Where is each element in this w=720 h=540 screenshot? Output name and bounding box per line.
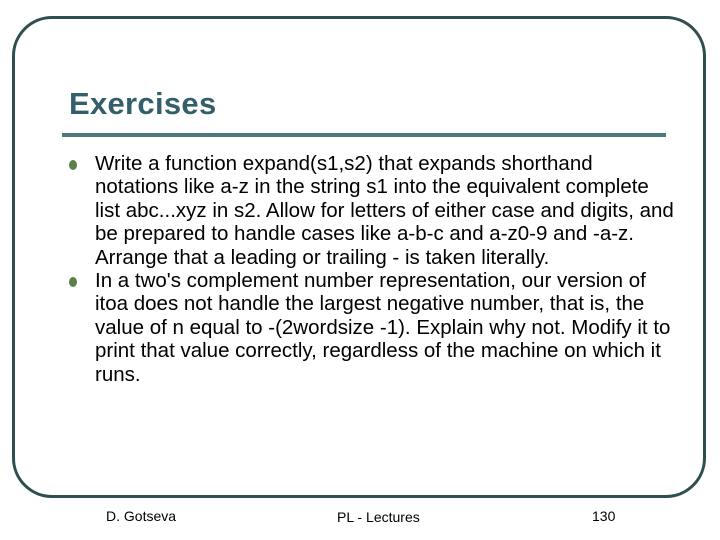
title-underline	[62, 133, 666, 137]
footer-author: D. Gotseva	[106, 508, 177, 524]
bullet-item	[69, 152, 674, 269]
bullet-text: Write a function expand(s1,s2) that expands shorthand notations like a-z in the string s1 into the equivalent complete list abc...xyz in s2. Allow for letters of either case and digits, and be prepared to handle cases like a-b-c and a-z0-9 and -a-z. Arrange that a leading or trailing - is taken literally.	[95, 152, 674, 269]
slide-title: Exercises	[69, 86, 217, 121]
bullet-list	[69, 152, 674, 386]
bullet-dot-icon	[69, 277, 77, 287]
bullet-text: In a two's complement number representation, our version of itoa does not handle the largest negative number, that is, the value of n equal to -(2wordsize -1). Explain why not. Modify it to print that value correctly, regardless of the machine on which it runs.	[95, 269, 671, 386]
bullet-dot-icon	[69, 160, 77, 170]
footer-page-number: 130	[592, 508, 616, 524]
footer-course: PL - Lectures	[337, 509, 420, 525]
bullet-item	[69, 269, 674, 386]
